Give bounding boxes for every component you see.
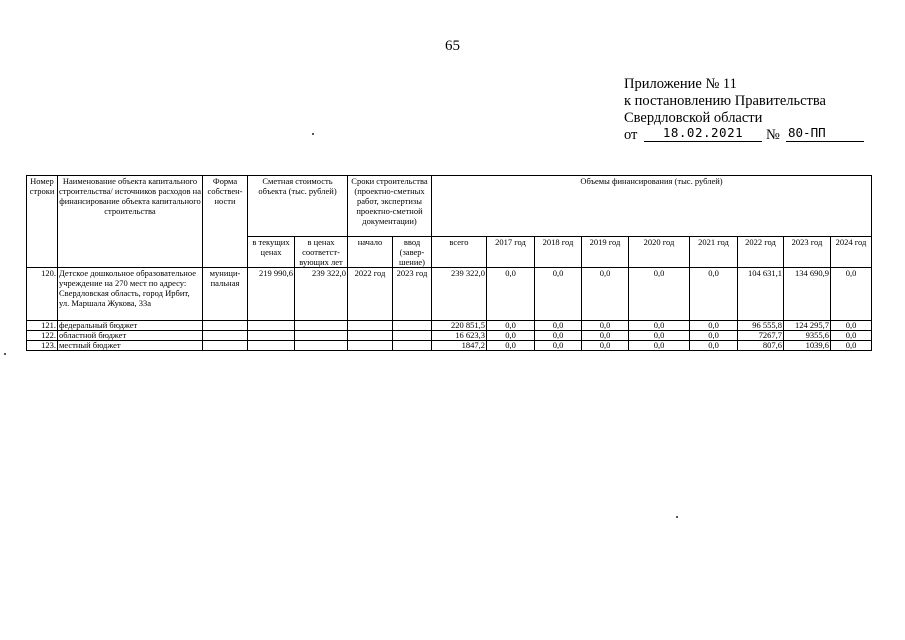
empty-cell xyxy=(248,321,295,331)
year-value-cell: 0,0 xyxy=(690,331,738,341)
year-value-cell: 0,0 xyxy=(582,268,629,321)
page-number: 65 xyxy=(445,38,460,54)
row-number-cell: 123. xyxy=(27,341,58,351)
header-financing: Объемы финансирования (тыс. рублей) xyxy=(432,176,872,237)
year-value-cell: 0,0 xyxy=(831,268,872,321)
appendix-title: Приложение № 11 xyxy=(624,76,737,92)
year-value-cell: 134 690,9 xyxy=(784,268,831,321)
year-value-cell: 0,0 xyxy=(582,331,629,341)
header-ownership-form: Форма собствен-ности xyxy=(203,176,248,268)
total-cell: 239 322,0 xyxy=(432,268,487,321)
header-corresponding-prices: в ценах соответст-вующих лет xyxy=(295,237,348,268)
year-value-cell: 0,0 xyxy=(487,321,535,331)
header-commissioning: ввод (завер-шение) xyxy=(393,237,432,268)
year-value-cell: 0,0 xyxy=(535,268,582,321)
empty-cell xyxy=(203,331,248,341)
year-value-cell: 7267,7 xyxy=(738,331,784,341)
empty-cell xyxy=(393,341,432,351)
year-value-cell: 0,0 xyxy=(535,321,582,331)
appendix-resolution-line: к постановлению Правительства xyxy=(624,93,826,109)
header-year: 2021 год xyxy=(690,237,738,268)
year-value-cell: 0,0 xyxy=(582,341,629,351)
start-cell: 2022 год xyxy=(348,268,393,321)
total-cell: 1847,2 xyxy=(432,341,487,351)
empty-cell xyxy=(393,321,432,331)
year-value-cell: 1039,6 xyxy=(784,341,831,351)
year-value-cell: 96 555,8 xyxy=(738,321,784,331)
empty-cell xyxy=(203,341,248,351)
number-label: № xyxy=(766,127,780,143)
empty-cell xyxy=(203,321,248,331)
year-value-cell: 0,0 xyxy=(690,321,738,331)
year-value-cell: 0,0 xyxy=(629,341,690,351)
current-prices-cell: 219 990,6 xyxy=(248,268,295,321)
empty-cell xyxy=(248,331,295,341)
header-year: 2024 год xyxy=(831,237,872,268)
year-value-cell: 104 631,1 xyxy=(738,268,784,321)
year-value-cell: 0,0 xyxy=(831,331,872,341)
empty-cell xyxy=(248,341,295,351)
year-value-cell: 124 295,7 xyxy=(784,321,831,331)
header-estimated-cost: Сметная стоимость объекта (тыс. рублей) xyxy=(248,176,348,237)
header-year: 2019 год xyxy=(582,237,629,268)
header-year: 2017 год xyxy=(487,237,535,268)
header-terms: Сроки строительства (проектно-сметных работ, экспертизы проектно-сметной документации) xyxy=(348,176,432,237)
year-value-cell: 807,6 xyxy=(738,341,784,351)
source-name-cell: местный бюджет xyxy=(58,341,203,351)
object-name-cell: Детское дошкольное образовательное учреждение на 270 мест по адресу: Свердловская область, город Ирбит, ул. Маршала Жукова, 33а xyxy=(58,268,203,321)
header-year: 2022 год xyxy=(738,237,784,268)
header-row-number: Номер строки xyxy=(27,176,58,268)
year-value-cell: 0,0 xyxy=(535,331,582,341)
resolution-number: 80-ПП xyxy=(786,124,864,142)
year-value-cell: 0,0 xyxy=(831,321,872,331)
table-row xyxy=(27,321,872,331)
header-total: всего xyxy=(432,237,487,268)
empty-cell xyxy=(348,341,393,351)
commissioning-cell: 2023 год xyxy=(393,268,432,321)
empty-cell xyxy=(348,321,393,331)
scan-speck xyxy=(4,353,6,355)
header-year: 2023 год xyxy=(784,237,831,268)
source-name-cell: областной бюджет xyxy=(58,331,203,341)
resolution-date: 18.02.2021 xyxy=(644,124,762,142)
year-value-cell: 0,0 xyxy=(629,331,690,341)
from-label: от xyxy=(624,127,638,143)
source-name-cell: федеральный бюджет xyxy=(58,321,203,331)
header-start: начало xyxy=(348,237,393,268)
table-row xyxy=(27,268,872,321)
year-value-cell: 0,0 xyxy=(487,331,535,341)
financing-table xyxy=(26,175,872,351)
appendix-header xyxy=(624,76,826,145)
year-value-cell: 0,0 xyxy=(535,341,582,351)
approval-line xyxy=(624,127,826,145)
table-row xyxy=(27,341,872,351)
year-value-cell: 0,0 xyxy=(690,268,738,321)
year-value-cell: 0,0 xyxy=(629,321,690,331)
row-number-cell: 120. xyxy=(27,268,58,321)
header-object-name: Наименование объекта капитального строительства/ источников расходов на финансирование объекта капитального строительства xyxy=(58,176,203,268)
year-value-cell: 0,0 xyxy=(690,341,738,351)
corresponding-prices-cell: 239 322,0 xyxy=(295,268,348,321)
ownership-cell: муници-пальная xyxy=(203,268,248,321)
year-value-cell: 0,0 xyxy=(831,341,872,351)
year-value-cell: 0,0 xyxy=(629,268,690,321)
year-value-cell: 0,0 xyxy=(487,341,535,351)
empty-cell xyxy=(348,331,393,341)
empty-cell xyxy=(295,321,348,331)
total-cell: 16 623,3 xyxy=(432,331,487,341)
total-cell: 220 851,5 xyxy=(432,321,487,331)
header-year: 2018 год xyxy=(535,237,582,268)
table-row xyxy=(27,331,872,341)
row-number-cell: 122. xyxy=(27,331,58,341)
header-year: 2020 год xyxy=(629,237,690,268)
year-value-cell: 0,0 xyxy=(487,268,535,321)
empty-cell xyxy=(393,331,432,341)
scan-speck xyxy=(676,516,678,518)
appendix-region-line: Свердловской области xyxy=(624,110,763,126)
year-value-cell: 9355,6 xyxy=(784,331,831,341)
empty-cell xyxy=(295,331,348,341)
header-current-prices: в текущих ценах xyxy=(248,237,295,268)
year-value-cell: 0,0 xyxy=(582,321,629,331)
empty-cell xyxy=(295,341,348,351)
row-number-cell: 121. xyxy=(27,321,58,331)
scan-speck xyxy=(312,133,314,135)
